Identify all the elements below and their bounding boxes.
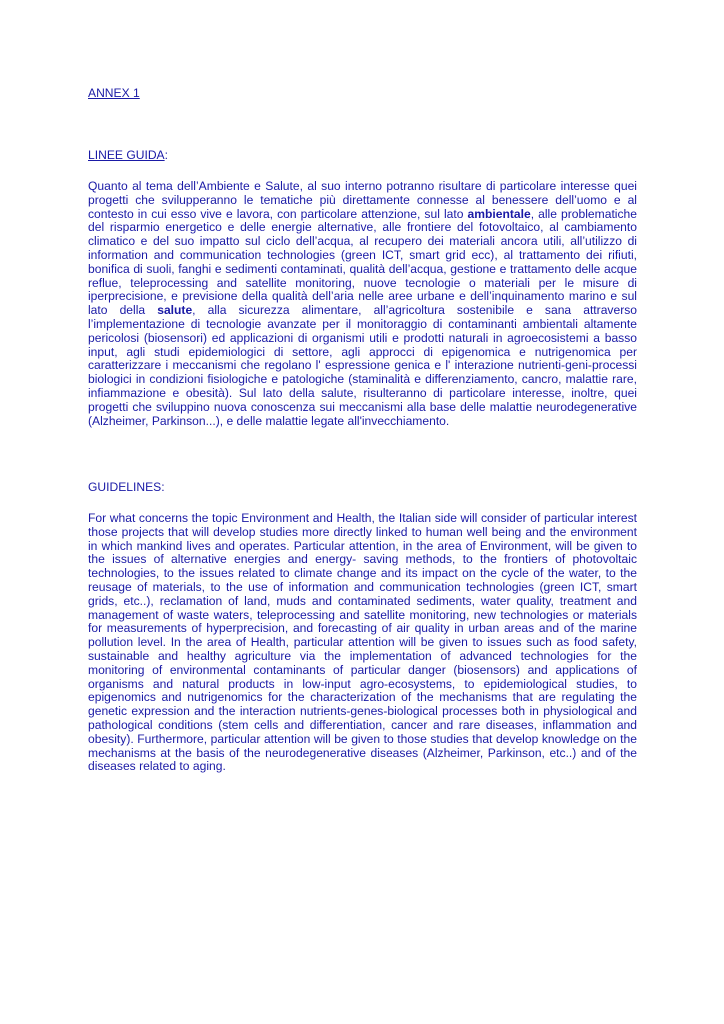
guidelines-heading <box>88 481 165 495</box>
annex-title-text: ANNEX 1 <box>88 86 140 100</box>
italian-paragraph-part2: , alle problematiche del risparmio energetico e delle energie alternative, alle frontiere del fotovoltaico, al cambiamento climatico e del suo impatto sul ciclo dell’acqua, al recupero dei materiali ancora utili, all’utilizzo di information and communication technologies (green ICT, smart grid ecc), al trattamento dei rifiuti, bonifica di suoli, fanghi e sedimenti contaminati, qualità dell’acqua, gestione e trattamento delle acque reflue, teleprocessing and satellite monitoring, nuove tecnologie o materiali per le misure di iperprecisione, e previsione della qualità dell’aria nelle aree urbane e dell’inquinamento marino e sul lato della <box>88 206 637 318</box>
english-paragraph-text: For what concerns the topic Environment and Health, the Italian side will consider of particular interest those projects that will develop studies more directly linked to human well being and the environment in which mankind lives and operates. Particular attention, in the area of Environment, will be given to the issues of alternative energies and energy- saving methods, to the frontiers of photovoltaic technologies, to the issues related to climate change and its impact on the cycle of the water, to the reusage of materials, to the use of information and communication technologies (green ICT, smart grids, etc..), reclamation of land, muds and contaminated sediments, water quality, treatment and management of waste waters, teleprocessing and satellite monitoring, new technologies or materials for measurements of hyperprecision, and forecasting of air quality in urban areas and of the marine pollution level. In the area of Health, particular attention will be given to issues such as food safety, sustainable and healthy agriculture via the implementation of advanced technologies for the monitoring of environmental contaminants of particular danger (biosensors) and applications of organisms and natural products in low-input agro-ecosystems, to epidemiological studies, to epigenomics and nutrigenomics for the characterization of the mechanisms that are regulating the genetic expression and the interaction nutrients-genes-biological processes both in physiological and pathological conditions (stem cells and differentiation, cancer and rare diseases, inflammation and obesity). Furthermore, particular attention will be given to those studies that develop knowledge on the mechanisms at the basis of the neurodegenerative diseases (Alzheimer, Parkinson, etc..) and of the diseases related to aging. <box>88 511 637 774</box>
italian-paragraph-bold-salute: salute <box>157 303 193 318</box>
linee-guida-colon: : <box>164 148 168 162</box>
linee-guida-heading <box>88 149 168 163</box>
italian-paragraph-part1: Quanto al tema dell’Ambiente e Salute, al suo interno potranno risultare di particolare interesse quei progetti che svilupperanno le tematiche più direttamente connesse al benessere dell’uomo e al contesto in cui esso vive e lavora, con particolare attenzione, sul lato <box>88 179 637 221</box>
annex-title <box>88 87 140 101</box>
guidelines-heading-text: GUIDELINES: <box>88 480 165 494</box>
italian-paragraph <box>88 180 637 428</box>
italian-paragraph-bold-ambientale: ambientale <box>467 206 531 221</box>
italian-paragraph-part3: , alla sicurezza alimentare, all’agricoltura sostenibile e sana attraverso l’implementazione di tecnologie avanzate per il monitoraggio di contaminanti ambientali altamente pericolosi (biosensori) ed applicazioni di organismi utili e prodotti naturali in agroecosistemi a basso input, agli studi epidemiologici di settore, agli approcci di epigenomica e nutrigenomica per caratterizzare i meccanismi che regolano l' espressione genica e l' interazione nutrienti-geni-processi biologici in condizioni fisiologiche e patologiche (staminalità e differenziamento, cancro, malattie rare, infiammazione e obesità). Sul lato della salute, risulteranno di particolare interesse, inoltre, quei progetti che sviluppino nuova conoscenza sui meccanismi alla base delle malattie neurodegenerative (Alzheimer, Parkinson...), e delle malattie legate all'invecchiamento. <box>88 303 637 428</box>
linee-guida-heading-text: LINEE GUIDA <box>88 148 165 162</box>
english-paragraph <box>88 512 637 774</box>
